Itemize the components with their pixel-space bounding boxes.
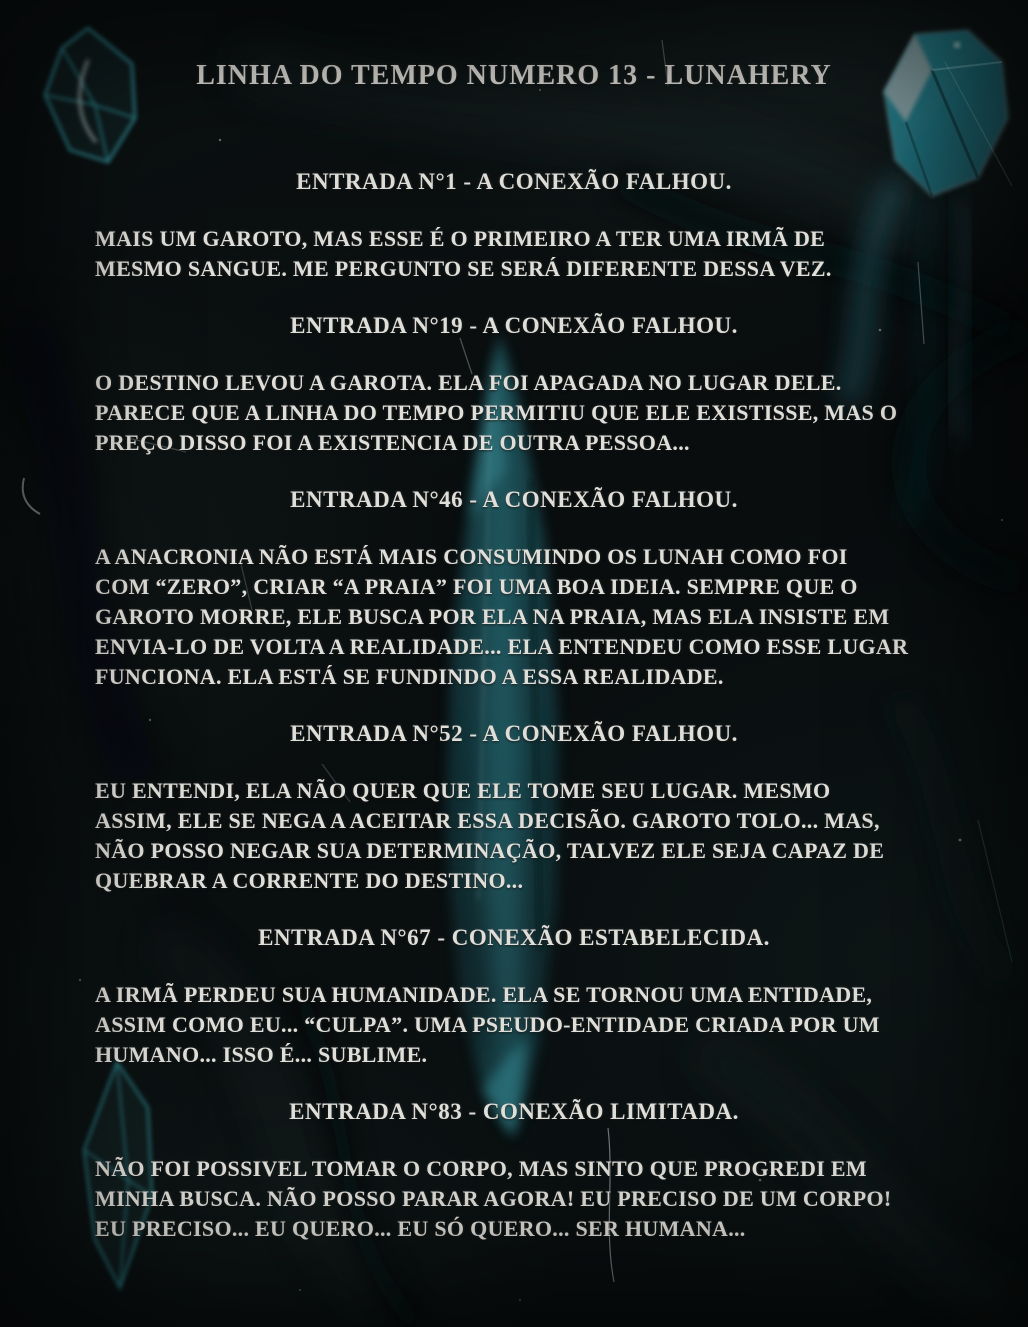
entry-line: ASSIM, ELE SE NEGA A ACEITAR ESSA DECISÃO. GAROTO TOLO... MAS, [95, 808, 880, 833]
entry-line: HUMANO... ISSO É... SUBLIME. [95, 1042, 428, 1067]
entry-heading: ENTRADA N°67 - CONEXÃO ESTABELECIDA. [258, 925, 770, 950]
entry-line: NÃO FOI POSSIVEL TOMAR O CORPO, MAS SINTO QUE PROGREDI EM [95, 1156, 867, 1181]
page-title: LINHA DO TEMPO NUMERO 13 - LUNAHERY [196, 60, 832, 91]
entry-body [95, 224, 933, 284]
timeline-entry [95, 923, 933, 1070]
entry-body [95, 980, 933, 1070]
timeline-entry [95, 311, 933, 458]
entry-body [95, 776, 933, 896]
entry-line: A IRMÃ PERDEU SUA HUMANIDADE. ELA SE TORNOU UMA ENTIDADE, [95, 982, 873, 1007]
entry-line: EU PRECISO... EU QUERO... EU SÓ QUERO... SER HUMANA... [95, 1216, 746, 1241]
timeline-entry [95, 719, 933, 896]
entry-body [95, 1154, 933, 1244]
entry-line: NÃO POSSO NEGAR SUA DETERMINAÇÃO, TALVEZ ELE SEJA CAPAZ DE [95, 838, 885, 863]
entry-line: FUNCIONA. ELA ESTÁ SE FUNDINDO A ESSA REALIDADE. [95, 664, 724, 689]
entries [95, 167, 933, 1244]
entry-line: PREÇO DISSO FOI A EXISTENCIA DE OUTRA PESSOA... [95, 430, 690, 455]
entry-line: ASSIM COMO EU... “CULPA”. UMA PSEUDO-ENTIDADE CRIADA POR UM [95, 1012, 880, 1037]
entry-body [95, 542, 933, 692]
entry-line: QUEBRAR A CORRENTE DO DESTINO... [95, 868, 524, 893]
entry-line: PARECE QUE A LINHA DO TEMPO PERMITIU QUE ELE EXISTISSE, MAS O [95, 400, 898, 425]
entry-line: MINHA BUSCA. NÃO POSSO PARAR AGORA! EU PRECISO DE UM CORPO! [95, 1186, 892, 1211]
entry-line: MAIS UM GAROTO, MAS ESSE É O PRIMEIRO A TER UMA IRMÃ DE [95, 226, 826, 251]
entry-line: O DESTINO LEVOU A GAROTA. ELA FOI APAGADA NO LUGAR DELE. [95, 370, 842, 395]
entry-line: ENVIA-LO DE VOLTA A REALIDADE... ELA ENTENDEU COMO ESSE LUGAR [95, 634, 909, 659]
entry-line: GAROTO MORRE, ELE BUSCA POR ELA NA PRAIA, MAS ELA INSISTE EM [95, 604, 890, 629]
entry-line: COM “ZERO”, CRIAR “A PRAIA” FOI UMA BOA IDEIA. SEMPRE QUE O [95, 574, 858, 599]
entry-heading: ENTRADA N°83 - CONEXÃO LIMITADA. [289, 1099, 739, 1124]
entry-line: A ANACRONIA NÃO ESTÁ MAIS CONSUMINDO OS LUNAH COMO FOI [95, 544, 848, 569]
timeline-entry [95, 1097, 933, 1244]
entry-heading: ENTRADA N°52 - A CONEXÃO FALHOU. [290, 721, 738, 746]
entry-line: EU ENTENDI, ELA NÃO QUER QUE ELE TOME SEU LUGAR. MESMO [95, 778, 831, 803]
entry-heading: ENTRADA N°1 - A CONEXÃO FALHOU. [296, 169, 732, 194]
entry-heading: ENTRADA N°19 - A CONEXÃO FALHOU. [290, 313, 738, 338]
entry-heading: ENTRADA N°46 - A CONEXÃO FALHOU. [290, 487, 738, 512]
entry-body [95, 368, 933, 458]
timeline-entry [95, 485, 933, 692]
entry-line: MESMO SANGUE. ME PERGUNTO SE SERÁ DIFERENTE DESSA VEZ. [95, 256, 832, 281]
timeline-entry [95, 167, 933, 284]
